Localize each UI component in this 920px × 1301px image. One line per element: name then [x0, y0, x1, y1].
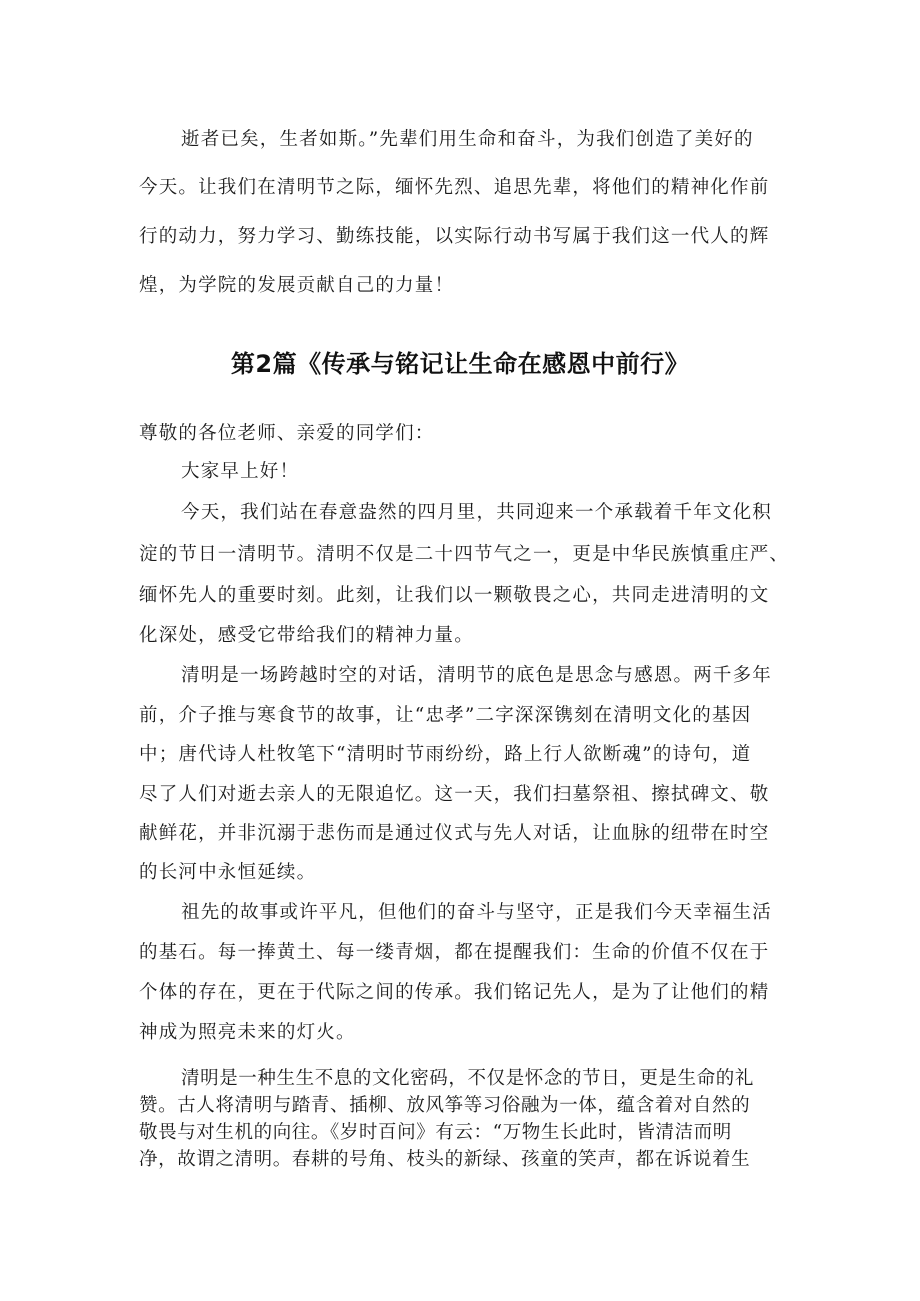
text-line: 中；唐代诗人杜牧笔下“清明时节雨纷纷，路上行人欲断魂”的诗句，道: [139, 744, 752, 765]
text-line: 净，故谓之清明。春耕的号角、枝头的新绿、孩童的笑声，都在诉说着生: [139, 1149, 751, 1170]
salutation: 尊敬的各位老师、亲爱的同学们：: [139, 423, 435, 444]
text-line: 今天。让我们在清明节之际，缅怀先烈、追思先辈，将他们的精神化作前: [139, 177, 770, 198]
text-line: 个体的存在，更在于代际之间的传承。我们铭记先人，是为了让他们的精: [139, 982, 770, 1003]
text-line: 煌，为学院的发展贡献自己的力量！: [139, 275, 455, 296]
text-line: 清明是一种生生不息的文化密码，不仅是怀念的节日，更是生命的礼: [181, 1068, 755, 1089]
text-line: 献鲜花，并非沉溺于悲伤而是通过仪式与先人对话，让血脉的纽带在时空: [139, 823, 770, 844]
section-heading: 第2篇《传承与铭记让生命在感恩中前行》: [230, 350, 690, 378]
text-line: 的基石。每一捧黄土、每一缕青烟，都在提醒我们：生命的价值不仅在于: [139, 942, 770, 963]
text-line: 尽了人们对逝去亲人的无限追忆。这一天，我们扫墓祭祖、擦拭碑文、敬: [139, 784, 770, 805]
text-line: 行的动力，努力学习、勤练技能，以实际行动书写属于我们这一代人的辉: [139, 226, 770, 247]
text-line: 今天，我们站在春意盎然的四月里，共同迎来一个承载着千年文化积: [181, 502, 773, 523]
text-line: 敬畏与对生机的向往。《岁时百问》有云：“万物生长此时，皆清洁而明: [139, 1122, 732, 1143]
greeting: 大家早上好！: [181, 461, 300, 482]
text-line: 淀的节日一清明节。清明不仅是二十四节气之一，更是中华民族慎重庄严、: [139, 544, 790, 565]
text-line: 清明是一场跨越时空的对话，清明节的底色是思念与感恩。两千多年: [181, 665, 773, 686]
text-line: 逝者已矣，生者如斯。”先辈们用生命和奋斗，为我们创造了美好的: [181, 129, 754, 150]
text-line: 化深处，感受它带给我们的精神力量。: [139, 625, 474, 646]
text-line: 缅怀先人的重要时刻。此刻，让我们以一颗敬畏之心，共同走进清明的文: [139, 585, 770, 606]
text-line: 神成为照亮未来的灯火。: [139, 1022, 356, 1043]
text-line: 祖先的故事或许平凡，但他们的奋斗与坚守，正是我们今天幸福生活: [181, 902, 773, 923]
text-line: 的长河中永恒延续。: [139, 862, 317, 883]
text-line: 前，介子推与寒食节的故事，让“忠孝”二字深深镌刻在清明文化的基因: [139, 705, 752, 726]
text-line: 赞。古人将清明与踏青、插柳、放风筝等习俗融为一体，蕴含着对自然的: [139, 1095, 751, 1116]
